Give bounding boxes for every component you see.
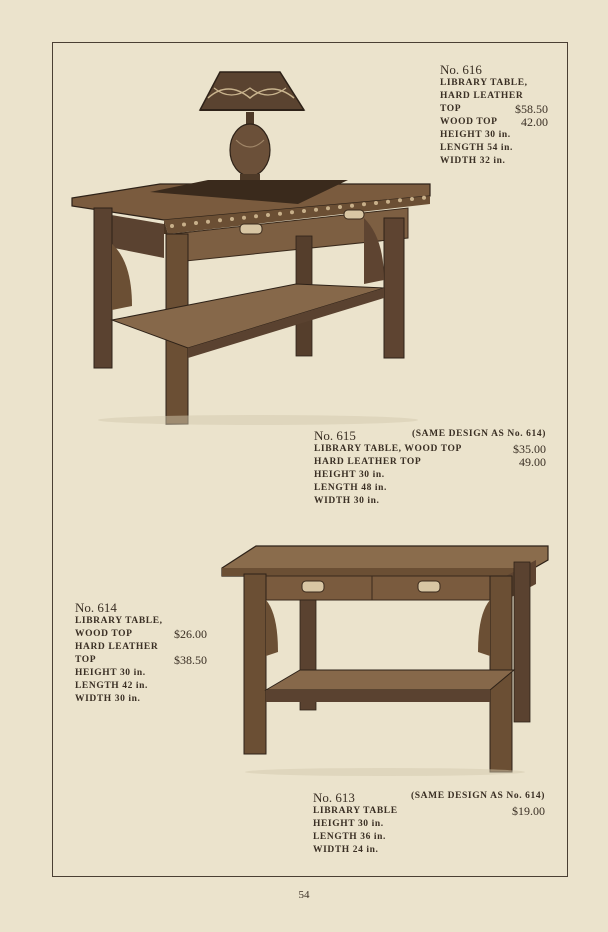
product-614-line1: LIBRARY TABLE, bbox=[75, 616, 163, 626]
product-614-number: No. 614 bbox=[75, 600, 117, 615]
product-613-width: WIDTH 24 in. bbox=[313, 845, 379, 855]
product-615-leather-label: HARD LEATHER TOP bbox=[314, 457, 422, 467]
product-614-description bbox=[75, 600, 207, 706]
product-613-number: No. 613 bbox=[313, 790, 355, 805]
product-615-number: No. 615 bbox=[314, 428, 356, 443]
product-614-wood-price: $26.00 bbox=[174, 627, 207, 641]
product-616-height: HEIGHT 30 in. bbox=[440, 130, 511, 140]
product-615-height: HEIGHT 30 in. bbox=[314, 470, 385, 480]
product-614-top-label: TOP bbox=[75, 655, 97, 665]
product-615-width: WIDTH 30 in. bbox=[314, 496, 380, 506]
product-615-length: LENGTH 48 in. bbox=[314, 483, 387, 493]
product-613-label: LIBRARY TABLE bbox=[313, 806, 398, 816]
product-615-wood-price: $35.00 bbox=[513, 442, 546, 456]
product-616-line1: LIBRARY TABLE, bbox=[440, 78, 528, 88]
product-613-height: HEIGHT 30 in. bbox=[313, 819, 384, 829]
product-616-line2: HARD LEATHER bbox=[440, 91, 524, 101]
product-616-length: LENGTH 54 in. bbox=[440, 143, 513, 153]
product-616-top-price: $58.50 bbox=[515, 102, 548, 116]
product-615-same-design: (SAME DESIGN AS No. 614) bbox=[412, 429, 546, 439]
product-613-price: $19.00 bbox=[512, 804, 545, 818]
product-614-wood-label: WOOD TOP bbox=[75, 629, 133, 639]
product-613-same-design: (SAME DESIGN AS No. 614) bbox=[411, 791, 545, 801]
product-614-height: HEIGHT 30 in. bbox=[75, 668, 146, 678]
product-615-leather-price: 49.00 bbox=[519, 455, 546, 469]
product-614-top-price: $38.50 bbox=[174, 653, 207, 667]
table-616-photo bbox=[68, 58, 438, 428]
product-616-wood-price: 42.00 bbox=[521, 115, 548, 129]
table-614-photo bbox=[220, 540, 550, 776]
product-616-width: WIDTH 32 in. bbox=[440, 156, 506, 166]
product-616-top-label: TOP bbox=[440, 104, 462, 114]
product-615-description bbox=[314, 428, 546, 508]
product-613-description bbox=[313, 790, 545, 857]
product-613-length: LENGTH 36 in. bbox=[313, 832, 386, 842]
product-614-width: WIDTH 30 in. bbox=[75, 694, 141, 704]
product-614-line2: HARD LEATHER bbox=[75, 642, 159, 652]
product-616-number: No. 616 bbox=[440, 62, 482, 77]
product-615-wood-label: LIBRARY TABLE, WOOD TOP bbox=[314, 444, 462, 454]
product-616-description bbox=[440, 62, 548, 168]
product-616-wood-label: WOOD TOP bbox=[440, 117, 498, 127]
product-614-length: LENGTH 42 in. bbox=[75, 681, 148, 691]
page-number: 54 bbox=[298, 889, 310, 901]
